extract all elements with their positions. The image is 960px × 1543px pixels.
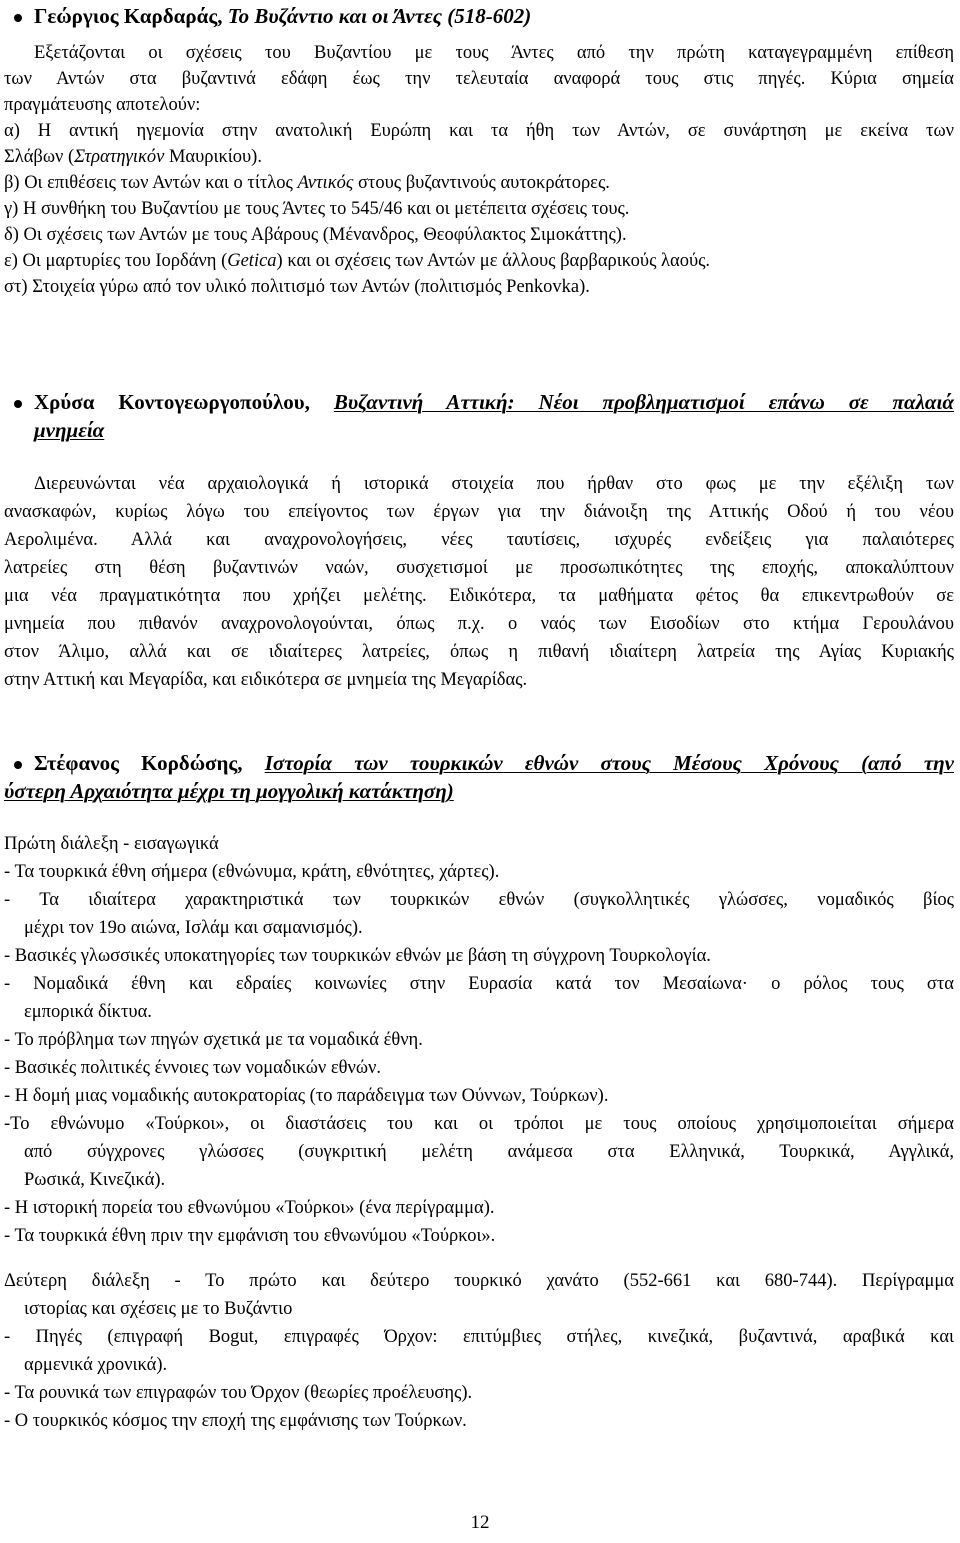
lecture-title: Πρώτη διάλεξη - εισαγωγικά xyxy=(4,834,219,854)
lecture-title: Δεύτερη διάλεξη - Το πρώτο και δεύτερο τουρκικό χανάτο (552-661 και 680-744). Περίγραμμα xyxy=(4,1271,954,1291)
heading-author: Χρύσα Κοντογεωργοπούλου, xyxy=(34,390,310,414)
paragraph-line: μνημεία που πιθανόν αναχρονολογούνται, όπως π.χ. ο ναός των Εισοδίων στο κτήμα Γερουλάνου xyxy=(4,614,954,634)
paragraph-line: λατρείες στη θέση βυζαντινών ναών, συσχετισμοί με προσωπικότητες της εποχής, αποκαλύπτουν xyxy=(4,558,954,578)
paragraph-line: στον Άλιμο, αλλά και σε ιδιαίτερες λατρείες, όπως η πιθανή ιδιαίτερη λατρεία της Αγίας Κυριακής xyxy=(4,642,954,662)
paragraph-line: Εξετάζονται οι σχέσεις του Βυζαντίου με τους Άντες από την πρώτη καταγεγραμμένη επίθεση xyxy=(34,43,954,63)
section-heading xyxy=(34,749,954,777)
list-item: -Το εθνώνυμο «Τούρκοι», οι διαστάσεις του και οι τρόποι με τους οποίους χρησιμοποιείται σήμερα xyxy=(4,1114,954,1134)
paragraph-line xyxy=(4,144,262,170)
text-span: β) Οι επιθέσεις των Αντών και ο τίτλος xyxy=(4,173,298,193)
list-item: - Βασικές γλωσσικές υποκατηγορίες των τουρκικών εθνών με βάση τη σύγχρονη Τουρκολογία. xyxy=(4,946,711,966)
bullet-icon xyxy=(14,761,22,769)
text-span: Μαυρικίου). xyxy=(164,147,262,167)
paragraph-line: γ) Η συνθήκη του Βυζαντίου με τους Άντες το 545/46 και οι μετέπειτα σχέσεις τους. xyxy=(4,199,630,219)
section-heading xyxy=(34,2,531,30)
list-item: - Τα τουρκικά έθνη σήμερα (εθνώνυμα, κράτη, εθνότητες, χάρτες). xyxy=(4,862,500,882)
section-heading xyxy=(34,388,954,416)
bullet-icon xyxy=(14,14,22,22)
italic-span: Αντικός xyxy=(297,173,354,193)
paragraph-line: των Αντών στα βυζαντινά εδάφη έως την τελευταία αναφορά τους στις πηγές. Κύρια σημεία xyxy=(4,69,954,89)
heading-author: Γεώργιος Καρδαράς, xyxy=(34,4,223,28)
paragraph-line: α) Η αντική ηγεμονία στην ανατολική Ευρώπη και τα ήθη των Αντών, σε συνάρτηση με εκείνα των xyxy=(4,121,954,141)
list-item-cont: από σύγχρονες γλώσσες (συγκριτική μελέτη ανάμεσα στα Ελληνικά, Τουρκικά, Αγγλικά, xyxy=(24,1142,954,1162)
list-item-cont: μέχρι τον 19ο αιώνα, Ισλάμ και σαμανισμός). xyxy=(24,918,363,938)
list-item: - Η δομή μιας νομαδικής αυτοκρατορίας (το παράδειγμα των Ούννων, Τούρκων). xyxy=(4,1086,609,1106)
lecture-title-cont: ιστορίας και σχέσεις με το Βυζάντιο xyxy=(24,1299,293,1319)
list-item-cont: αρμενικά χρονικά). xyxy=(24,1355,168,1375)
bullet-icon xyxy=(14,400,22,408)
heading-title: Βυζαντινή Αττική: Νέοι προβληματισμοί επάνω σε παλαιά xyxy=(333,390,955,414)
list-item: - Νομαδικά έθνη και εδραίες κοινωνίες στην Ευρασία κατά τον Μεσαίωνα· ο ρόλος τους στα xyxy=(4,974,954,994)
list-item: - Τα ιδιαίτερα χαρακτηριστικά των τουρκικών εθνών (συγκολλητικές γλώσσες, νομαδικός βίος xyxy=(4,890,954,910)
page-number: 12 xyxy=(470,1512,490,1533)
heading-title: Το Βυζάντιο και οι Άντες (518-602) xyxy=(227,4,532,28)
heading-title-cont: μνημεία xyxy=(34,418,105,442)
paragraph-line: Διερευνώνται νέα αρχαιολογικά ή ιστορικά στοιχεία που ήρθαν στο φως με την εξέλιξη των xyxy=(34,474,954,494)
list-item: - Η ιστορική πορεία του εθνωνύμου «Τούρκοι» (ένα περίγραμμα). xyxy=(4,1198,495,1218)
heading-title: Ιστορία των τουρκικών εθνών στους Μέσους Χρόνους (από την xyxy=(264,751,954,775)
paragraph-line: δ) Οι σχέσεις των Αντών με τους Αβάρους (Μένανδρος, Θεοφύλακτος Σιμοκάττης). xyxy=(4,225,627,245)
paragraph-line: ανασκαφών, κυρίως λόγω του επείγοντος των έργων για την διάνοιξη της Αττικής Οδού ή του νέου xyxy=(4,502,954,522)
paragraph-line xyxy=(4,170,610,196)
text-span: στους βυζαντινούς αυτοκράτορες. xyxy=(353,173,610,193)
text-span: ) και οι σχέσεις των Αντών με άλλους βαρβαρικούς λαούς. xyxy=(276,251,711,271)
list-item: - Βασικές πολιτικές έννοιες των νομαδικών εθνών. xyxy=(4,1058,382,1078)
list-item: - Τα ρουνικά των επιγραφών του Όρχον (θεωρίες προέλευσης). xyxy=(4,1383,473,1403)
list-item: - Πηγές (επιγραφή Bogut, επιγραφές Όρχον: επιτύμβιες στήλες, κινεζικά, βυζαντινά, αραβικά και xyxy=(4,1327,954,1347)
heading-title-cont: ύστερη Αρχαιότητα μέχρι τη μογγολική κατάκτηση) xyxy=(4,779,454,803)
paragraph-line: Αερολιμένα. Αλλά και αναχρονολογήσεις, νέες ταυτίσεις, ισχυρές ενδείξεις για παλαιότερες xyxy=(4,530,954,550)
list-item-cont: εμπορικά δίκτυα. xyxy=(24,1002,152,1022)
list-item: - Ο τουρκικός κόσμος την εποχή της εμφάνισης των Τούρκων. xyxy=(4,1411,467,1431)
list-item: - Τα τουρκικά έθνη πριν την εμφάνιση του εθνωνύμου «Τούρκοι». xyxy=(4,1226,496,1246)
paragraph-line: πραγμάτευσης αποτελούν: xyxy=(4,95,201,115)
list-item-cont: Ρωσικά, Κινεζικά). xyxy=(24,1170,166,1190)
text-span: Σλάβων ( xyxy=(4,147,75,167)
paragraph-line xyxy=(4,248,710,274)
list-item: - Το πρόβλημα των πηγών σχετικά με τα νομαδικά έθνη. xyxy=(4,1030,423,1050)
heading-author: Στέφανος Κορδώσης, xyxy=(34,751,243,775)
text-span: ε) Οι μαρτυρίες του Ιορδάνη ( xyxy=(4,251,228,271)
italic-span: Στρατηγικόν xyxy=(74,147,165,167)
paragraph-line: στ) Στοιχεία γύρω από τον υλικό πολιτισμό των Αντών (πολιτισμός Penkovka). xyxy=(4,277,590,297)
italic-span: Getica xyxy=(227,251,277,271)
paragraph-line: στην Αττική και Μεγαρίδα, και ειδικότερα σε μνημεία της Μεγαρίδας. xyxy=(4,670,528,690)
paragraph-line: μια νέα πραγματικότητα που χρήζει μελέτης. Ειδικότερα, τα μαθήματα φέτος θα επικεντρωθούν σε xyxy=(4,586,954,606)
